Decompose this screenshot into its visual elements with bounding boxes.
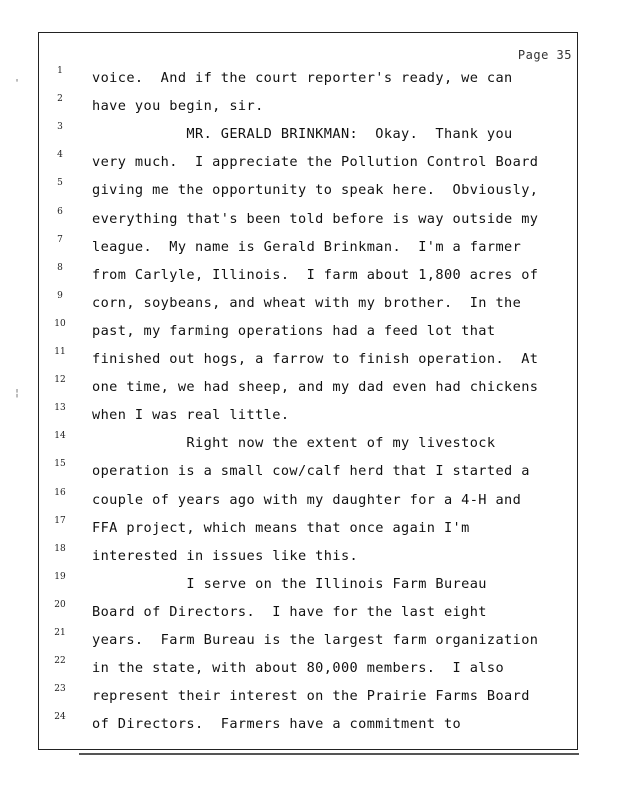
line-number: 3: [57, 122, 63, 133]
line-text: represent their interest on the Prairie Farms Board: [92, 688, 530, 705]
line-number: 6: [57, 206, 63, 217]
transcript-line: [0, 318, 618, 347]
line-number: 18: [54, 543, 66, 554]
transcript-line: [0, 628, 618, 656]
transcript-line: [0, 656, 618, 684]
line-text: of Directors. Farmers have a commitment to: [92, 716, 462, 733]
margin-mark: ¦: [14, 388, 21, 399]
line-number: 20: [54, 599, 66, 610]
page-number: Page 35: [517, 48, 572, 62]
transcript-line: [0, 150, 618, 178]
line-number: 5: [57, 178, 63, 189]
transcript-line: [0, 459, 618, 487]
line-number: 16: [54, 487, 66, 498]
line-number: 22: [54, 656, 66, 667]
margin-mark: ': [14, 78, 21, 89]
transcript-line: [0, 206, 618, 235]
line-number: 1: [57, 66, 63, 76]
line-text: Board of Directors. I have for the last eight: [92, 603, 487, 620]
transcript-line: [0, 122, 618, 150]
line-number: 4: [57, 150, 63, 161]
line-number: 15: [54, 459, 66, 470]
line-text: couple of years ago with my daughter for a 4-H and: [92, 491, 522, 508]
transcript-line: [0, 94, 618, 122]
transcript-line: [0, 403, 618, 431]
line-number: 14: [54, 431, 66, 442]
line-text: operation is a small cow/calf herd that I started a: [92, 463, 530, 480]
line-number: 11: [54, 347, 66, 357]
transcript-line: [0, 66, 618, 94]
transcript-line: [0, 599, 618, 628]
line-number: 9: [57, 290, 63, 301]
transcript-line: [0, 515, 618, 544]
transcript-line: [0, 290, 618, 319]
line-text: very much. I appreciate the Pollution Control Board: [92, 154, 539, 171]
line-text: when I was real little.: [92, 407, 290, 424]
transcript-line: [0, 543, 618, 572]
line-number: 7: [57, 234, 63, 245]
line-number: 21: [54, 628, 66, 638]
line-number: 2: [57, 94, 63, 105]
line-number: 12: [54, 375, 66, 386]
line-text: in the state, with about 80,000 members. I also: [92, 660, 505, 677]
line-number: 24: [54, 712, 66, 723]
line-number: 17: [54, 515, 66, 526]
line-text: league. My name is Gerald Brinkman. I'm a farmer: [92, 238, 522, 255]
transcript-line: [0, 712, 618, 740]
line-text: years. Farm Bureau is the largest farm organization: [92, 632, 539, 648]
line-text: everything that's been told before is way outside my: [92, 210, 539, 227]
transcript-line: [0, 375, 618, 403]
transcript-line: [0, 487, 618, 516]
line-text: finished out hogs, a farrow to finish operation. At: [92, 351, 539, 367]
line-text: MR. GERALD BRINKMAN: Okay. Thank you: [92, 126, 513, 143]
transcript-line: [0, 571, 618, 600]
line-text: one time, we had sheep, and my dad even had chickens: [92, 379, 539, 396]
line-text: voice. And if the court reporter's ready, we can: [92, 70, 513, 86]
line-number: 10: [54, 318, 66, 329]
transcript-line: [0, 431, 618, 459]
line-number: 8: [57, 262, 63, 273]
line-text: have you begin, sir.: [92, 98, 264, 115]
line-number: 23: [54, 684, 66, 695]
line-text: FFA project, which means that once again I'm: [92, 519, 470, 536]
transcript-line: [0, 234, 618, 263]
line-text: interested in issues like this.: [92, 547, 359, 564]
transcript-line: [0, 178, 618, 206]
line-text: giving me the opportunity to speak here. Obviously,: [92, 182, 539, 199]
transcript-line: [0, 262, 618, 291]
line-number: 13: [54, 403, 66, 414]
transcript-line: [0, 347, 618, 375]
line-text: I serve on the Illinois Farm Bureau: [92, 575, 487, 592]
transcript-line: [0, 684, 618, 712]
line-number: 19: [54, 571, 66, 582]
line-text: corn, soybeans, and wheat with my brother. In the: [92, 294, 522, 311]
line-text: Right now the extent of my livestock: [92, 435, 496, 452]
line-text: past, my farming operations had a feed lot that: [92, 322, 496, 339]
line-text: from Carlyle, Illinois. I farm about 1,800 acres of: [92, 266, 539, 283]
